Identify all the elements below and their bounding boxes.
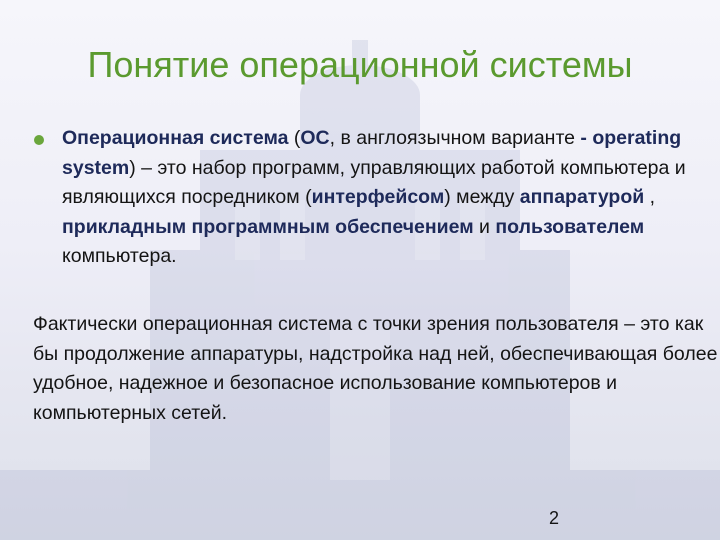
text-run: компьютера. (62, 245, 177, 267)
text-run: , (644, 186, 656, 208)
term-os-abbr: ОС (300, 127, 330, 149)
term-os: Операционная система (62, 127, 289, 149)
definition-paragraph (62, 124, 718, 272)
slide-title: Понятие операционной системы (87, 44, 633, 85)
term-interface: интерфейсом (311, 186, 445, 208)
term-hardware: аппаратурой (519, 186, 645, 208)
bullet-icon (34, 135, 44, 145)
text-run: , в англоязычном варианте (329, 127, 581, 149)
page-number: 2 (549, 508, 560, 528)
text-run: и (473, 215, 496, 238)
body-paragraph: Фактически операционная система с точки зрения пользователя – это как бы продолжение аппаратуры, надстройка над ней, обеспечивающая более удобное, надежное и безопасное использование компьютеров и компьютерных сетей. (33, 313, 718, 424)
term-user: пользователем (495, 215, 645, 238)
text-run: ) – это набор программ, управляющих работой компьютера и являющихся посредником ( (62, 156, 686, 208)
term-operating-system: - operating system (62, 127, 682, 179)
term-application-software: прикладным программным обеспечением (62, 215, 474, 238)
text-run: ) между (444, 186, 520, 208)
text-run: ( (288, 127, 301, 149)
